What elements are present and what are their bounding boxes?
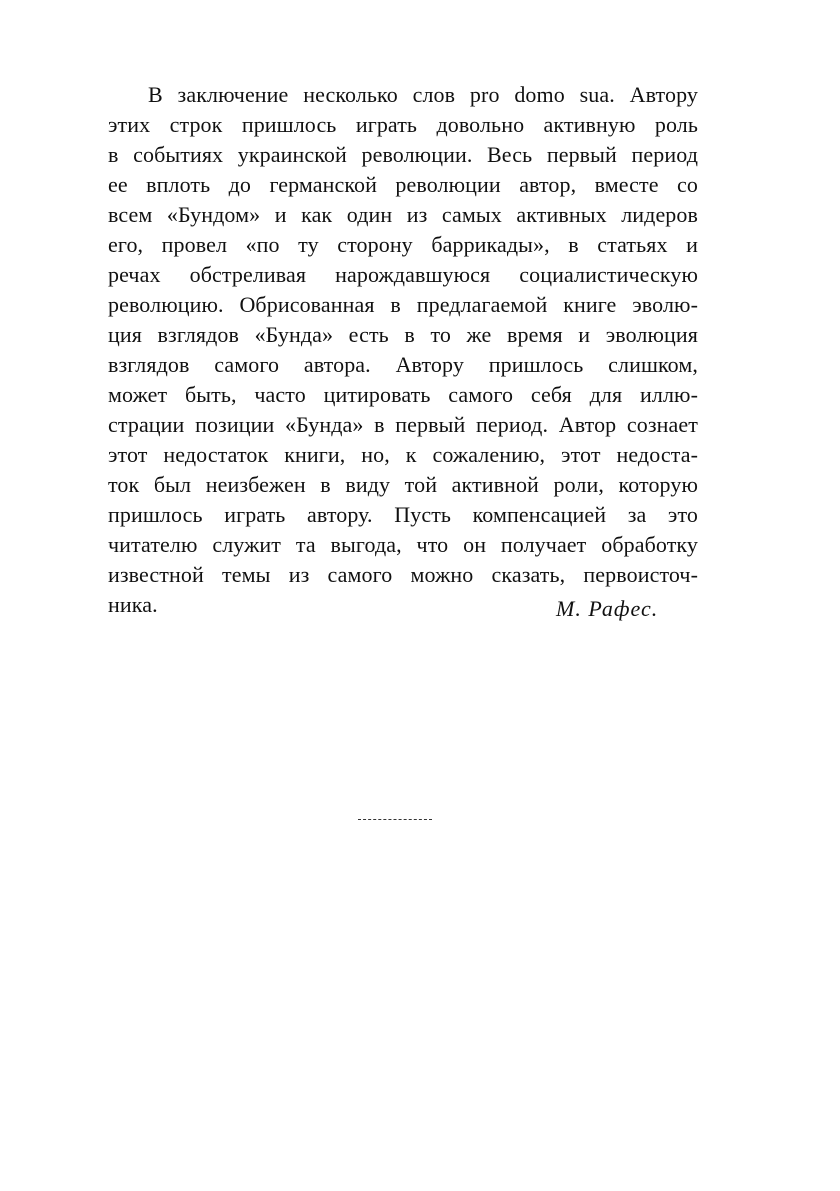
- closing-paragraph: [108, 80, 698, 620]
- paragraph-line: страции позиции «Бунда» в первый период. Автор сознает: [108, 412, 698, 437]
- paragraph-line: может быть, часто цитировать самого себя для иллю-: [108, 382, 698, 407]
- paragraph-line: в событиях украинской революции. Весь первый период: [108, 142, 698, 167]
- paragraph-line: В заключение несколько слов pro domo sua. Автору: [148, 82, 698, 107]
- paragraph-line: известной темы из самого можно сказать, первоисточ-: [108, 562, 698, 587]
- paragraph-line: взглядов самого автора. Автору пришлось слишком,: [108, 352, 698, 377]
- end-divider: [358, 819, 432, 820]
- paragraph-line: ника.: [108, 592, 158, 617]
- paragraph-line: революцию. Обрисованная в предлагаемой книге эволю-: [108, 292, 698, 317]
- paragraph-line: ее вплоть до германской революции автор, вместе со: [108, 172, 698, 197]
- paragraph-line: ток был неизбежен в виду той активной роли, которую: [108, 472, 698, 497]
- paragraph-line: его, провел «по ту сторону баррикады», в статьях и: [108, 232, 698, 257]
- author-signature: М. Рафес.: [556, 596, 659, 621]
- paragraph-line: этот недостаток книги, но, к сожалению, этот недоста-: [108, 442, 698, 467]
- paragraph-line: этих строк пришлось играть довольно активную роль: [108, 112, 698, 137]
- paragraph-line: пришлось играть автору. Пусть компенсацией за это: [108, 502, 698, 527]
- paragraph-line: читателю служит та выгода, что он получает обработку: [108, 532, 698, 557]
- paragraph-line: ция взглядов «Бунда» есть в то же время и эволюция: [108, 322, 698, 347]
- paragraph-line: всем «Бундом» и как один из самых активных лидеров: [108, 202, 698, 227]
- paragraph-line: речах обстреливая нарождавшуюся социалистическую: [108, 262, 698, 287]
